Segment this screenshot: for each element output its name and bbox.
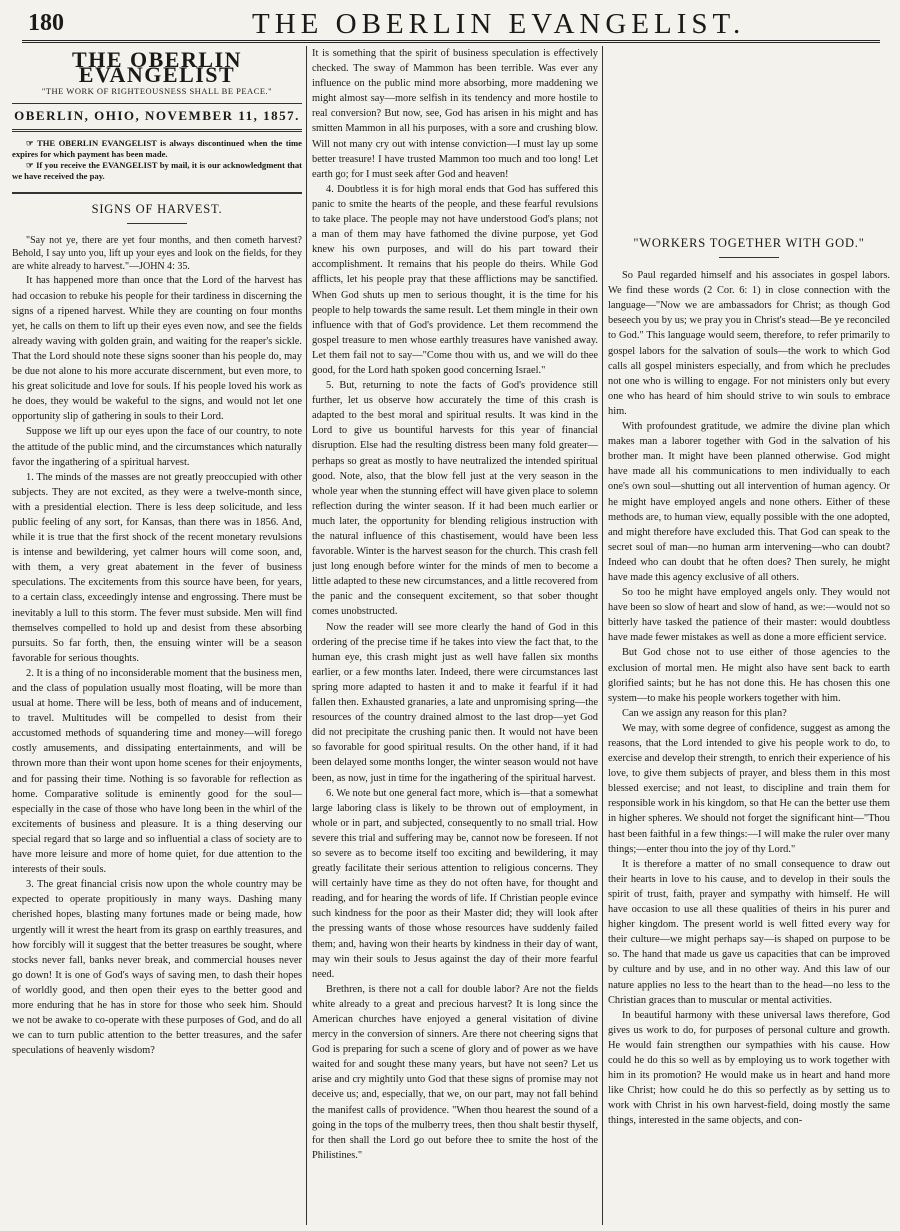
paragraph: 6. We note but one general fact more, which is—that a somewhat large laboring class is likely to be thrown out of employment, in whole or in part, and subjected, consequently to no small trial. How severe this trial and suffering may be, cannot now be foreseen. If not so severe as to become itself too exciting and bewildering, it may greatly facilitate their serious attention to religious concerns. They will certainly have time as they do not often have, for thought and reading, and for hearing the words of life. If Christian people evince such kindness for the poor as their Master did; they will look after the pressing wants of those whose resources have suddenly failed them; and, having won their hearts by kindness in their day of want, may win their souls to Jesus against the day of their more fearful need. bbox=[312, 787, 598, 980]
paragraph: Brethren, is there not a call for double labor? Are not the fields white already to a great and precious harvest? It is long since the American churches have enjoyed a general visitation of divine mercy in the conversion of sinners. Are there not cheering signs that God is preparing for such a scene of glory and of power as we have waited for and sought these many years, but have not seen? Let us arise and cry mightily unto God that these signs of promise may not deceive us; and, especially, that we, on our part, may not fall behind the manifest calls of providence. "When thou hearest the sound of a going in the tops of the mulberry trees, then thou shalt bestir thyself, for then shall the Lord go out before thee to smite the host of the Philistines." bbox=[312, 983, 598, 1161]
column-1 bbox=[12, 46, 302, 1225]
column-rule bbox=[306, 46, 307, 1225]
page-number: 180 bbox=[28, 10, 64, 36]
epigraph: "Say not ye, there are yet four months, and then cometh harvest? Behold, I say unto you, lift up your eyes and look on the fields, for they are white already to harvest."—JOHN 4: 35. bbox=[12, 235, 302, 273]
paragraph: So too he might have employed angels only. They would not have been so slow of heart and slow of hand, as we:—would not so bitterly have tasked the patience of their master: would doubtless have made fewer mistakes as well as done a more efficient service. bbox=[608, 587, 890, 644]
masthead-title: THE OBERLIN EVANGELIST bbox=[72, 47, 242, 88]
dateline: OBERLIN, OHIO, NOVEMBER 11, 1857. bbox=[12, 108, 302, 132]
paper-name: THE OBERLIN EVANGELIST. bbox=[252, 8, 746, 40]
paragraph: 3. The great financial crisis now upon the whole country may be expected to operate propitiously in many ways. Dashing many cherished hopes, blasting many fortunes made or being made, how urgently will it wrest the heart from its grasp on earthly treasures, and how forcibly will it suggest that the better treasures be sought, where stocks never fall, banks never break, and commercial houses never go down! It is one of God's ways of saving men, to dash their hopes of worldly good, and then open their eyes to the better good and more enduring that he has in store for those who seek him. Should we not be awake to co-operate with these purposes of God, and do all we can to turn public attention to the better treasures, and the safer speculations of heavenly wisdom? bbox=[12, 879, 302, 1057]
column-rule bbox=[602, 46, 603, 1225]
divider bbox=[127, 223, 187, 224]
column-2 bbox=[312, 46, 598, 1225]
paragraph: In beautiful harmony with these universal laws therefore, God gives us work to do, for purposes of personal culture and growth. He would fain strengthen our sympathies with his cause. How could he do this so well as by employing us to work together with him in its promotion? He would make us in heart and hand more like Christ; how could he do this so perfectly as by setting us to work with Christ in his own harvest-field, doing mostly the same things, interested in the same objects, and con- bbox=[608, 1009, 890, 1127]
paragraph: 4. Doubtless it is for high moral ends that God has suffered this panic to smite the hearts of the people, and these fearful revulsions to take place. The people may not have understood God's plans; not a man of them may have fathomed the divine purpose, yet God knew his own purposes, and will do his part toward their accomplishment. It remains that his people do theirs. While God afflicts, let his people pray that these afflictions may be sanctified. When God shuts up men to serious thought, it is the time for his people to help towards the same result. Let them mingle in their own influence with that of God's providence. Let them recommend the gospel treasure to men whose earthly treasures have vanished away. Let them fail not to say—"Come thou with us, and we will do thee good, for the Lord hath spoken good concerning Israel." bbox=[312, 183, 598, 376]
column-3 bbox=[608, 46, 890, 1225]
divider bbox=[719, 257, 779, 258]
paragraph: We may, with some degree of confidence, suggest as among the reasons, that the Lord intended to give his people work to do, to exercise and develop their strength, to enrich their experience of his love, to give them subjects of prayer, and bless them in this most blessed exercise; and not least, to discipline and train them for responsible work in his kingdom, so that He can the better use them in higher spheres. We should not forget the significant hint—"Thou hast been faithful in a few things:—I will make the ruler over many things;—enter thou into the joy of thy Lord." bbox=[608, 722, 890, 855]
paragraph: 2. It is a thing of no inconsiderable moment that the business men, and the class of population usually most floating, will be more than usual at home. There will be less, both of means and of inducement, to travel. Multitudes will be compelled to desist from their accustomed methods of squandering time and money—will forego costly amusements, and dissipating entertainments, and will be thrown more than their wont upon home scenes for their enjoyments, and for passing their time. Nothing is so favorable for reflection as home. Comparative solitude is eminently good for the soul—especially in the case of those who have long been in the whirl of the excitements of business and pleasure. It is a thing deserving our special regard that so large and so influential a class of society are to have more leisure and more of home quiet, for due attention to the interests of their souls. bbox=[12, 667, 302, 876]
paragraph: Can we assign any reason for this plan? bbox=[622, 707, 787, 719]
paragraph: It has happened more than once that the Lord of the harvest has had occasion to rebuke his people for their tardiness in discerning the signs of a ripened harvest. While they are counting on four months yet, he calls on them to lift up their eyes even now, and see the fields already waving with golden grain, and waiting for the reaper's sickle. That the Lord should note these signs sooner than his people do, may be due not alone to his more accurate discernment, but even more, to his great solicitude and love for souls. If his people loved his work as he does, they would be wakeful to the signs, and would not let one opportunity slip of gathering in souls to their Lord. bbox=[12, 275, 302, 423]
paragraph: 1. The minds of the masses are not greatly preoccupied with other subjects. They are not excited, as they were a twelve-month since, with a presidential election. There is less deep solicitude, and less public feeling of any sort, for Kansas, than there was in 1856. And, while it is true that the first shock of the recent monetary revulsions is intense and bewildering, yet calmer hours will come soon, and, with them, a very great abatement in the fever of business speculations. The excitements from this source have been, for years, to a certain class, exceedingly intense and engrossing. There must be inevitably a lull to this storm. The fever must subside. Men will find themselves compelled to hold up and desist from these absorbing pursuits. So far forth, then, the ensuing winter will be a season favorable for serious thoughts. bbox=[12, 471, 302, 664]
running-head bbox=[22, 6, 880, 43]
paragraph: It is therefore a matter of no small consequence to draw out their hearts in love to his cause, and to develop in their souls the spirit of trust, faith, prayer and sympathy with himself. He will have occasion to use all these qualities of theirs in his purer and higher kingdom. The present world is well fitted every way for their culture—we might perhaps say—is shaped on purpose to be so. The hand that made us gave us capacities that can be improved by culture and by use, and in no other way. And this law of our nature applies no less to the heart than to the head—no less to the Christian graces than to muscular or mental activities. bbox=[608, 858, 890, 1006]
masthead-motto: "THE WORK OF RIGHTEOUSNESS SHALL BE PEACE." bbox=[12, 84, 302, 104]
article-title: SIGNS OF HARVEST. bbox=[91, 202, 223, 217]
paragraph: Suppose we lift up our eyes upon the face of our country, to note the attitude of the public mind, and the circumstances which naturally favor the ingathering of a spiritual harvest. bbox=[12, 426, 302, 468]
paragraph: 5. But, returning to note the facts of God's providence still further, let us observe how accurately the time of this crash is adapted to the best moral and spiritual results. It was kind in the Lord to give us bountiful harvests for this year of financial disruption. Else had the resulting distress been many fold greater—perhaps so great as mostly to have neutralized the intended spiritual good. Note, also, that the blow fell just at the very season in the whole year when the stunning effect will have given place to solemn reflection during the winter season. If it had been much earlier or much later, the opportunity for blending religious instruction with the natural influence of this chastisement, would have been less favorable. Winter is the harvest season for the church. This crash fell just long enough before winter for the minds of men to become a little adapted to these new circumstances, and a little recovered from the panic and the consequent excitement, so that sober thought comes unobstructed. bbox=[312, 380, 598, 618]
article-title: "WORKERS TOGETHER WITH GOD." bbox=[633, 236, 865, 250]
paragraph: It is something that the spirit of business speculation is effectively checked. The sway of Mammon has been terrible. Was ever any influence on the public mind more absorbing, more maddening we might almost say—more selfish in its tendency and more hostile to real conversion? But now, see, God has arisen in his might and has smitten Mammon in all his purposes, with a sore and crushing blow. Will not many cry out with intense conviction—I must lay up some better treasure! I have trusted Mammon too much and too long! Let earth go; for I must seek after God and heaven! bbox=[312, 48, 598, 180]
paragraph: So Paul regarded himself and his associates in gospel labors. We find these words (2 Cor. 6: 1) in close connection with the language—"Now we are ambassadors for Christ; as though God beseech you by us; we pray you in Christ's stead—Be ye reconciled to God." This language would seem, therefore, to refer primarily to gospel labors for the salvation of souls—the work to which God calls all gospel ministers especially, and from which he precludes not one who is willing to engage. For not ministers only but every one who has heard of him should strive to win souls to embrace him. bbox=[608, 270, 890, 417]
subscription-notice: ☞ If you receive the EVANGELIST by mail, it is our acknowledgment that we have received the pay. bbox=[12, 160, 302, 182]
divider bbox=[12, 192, 302, 194]
paragraph: Now the reader will see more clearly the hand of God in this ordering of the precise time if he takes into view the fact that, to the human eye, this crash might just as well have fallen six months earlier, or a few months later. Indeed, there were circumstances last spring more adapted to hasten it and to make it fearful if it had fallen then. Exhausted granaries, a late and unpromising spring—the resources of the country drained almost to the last drop—yet God did not precipitate the crushing panic then. It would not have been so favorable for good spiritual results. On the other hand, if it had been delayed some months longer, the winter season would not have been, as now, just in time for the ingathering of the spiritual harvest. bbox=[312, 621, 598, 784]
subscription-notice: ☞ THE OBERLIN EVANGELIST is always discontinued when the time expires for which payment has been made. bbox=[12, 138, 302, 160]
paragraph: With profoundest gratitude, we admire the divine plan which makes man a laborer together with God in the salvation of his brother man. It might have been planned otherwise. God might have made all his communications to men individually to each one's own soul—shutting out all intervention of human agency. Or he might have employed angels and none others. Either of these methods are, to human view, equally possible with the one adopted, and might therefore have excluded this. That God can speak to the secret soul of man—no human arm intervening—who can doubt? Indeed who can doubt that he often does? Then surely, he might have made this agency exclusive of all others. bbox=[608, 421, 890, 583]
paragraph: But God chose not to use either of those agencies to the exclusion of mortal men. He might also have sent back to earth glorified saints; but he has not done this. He has chosen this one system—to make his people workers together with him. bbox=[608, 647, 890, 704]
